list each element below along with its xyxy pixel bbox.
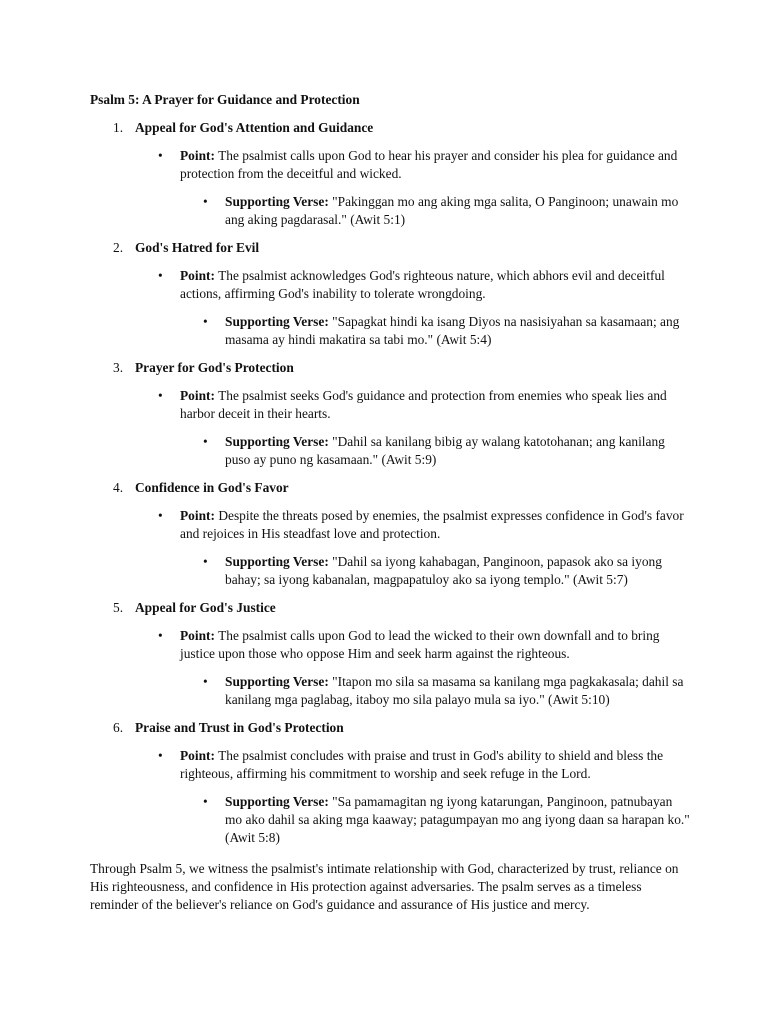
section-heading: Appeal for God's Attention and Guidance	[135, 120, 374, 135]
section-heading: Prayer for God's Protection	[135, 360, 294, 375]
conclusion-paragraph: Through Psalm 5, we witness the psalmist's intimate relationship with God, characterized by trust, reliance on His righteousness, and confidence in His protection against adversaries. The psalm serves as a timeless reminder of the believer's reliance on God's guidance and assurance of His justice and mercy.	[90, 861, 679, 912]
supporting-verse-item	[180, 433, 690, 469]
point-item	[135, 387, 690, 469]
outline-section	[90, 599, 690, 709]
section-number: 3.	[113, 360, 124, 375]
point-label: Point:	[180, 268, 215, 283]
outline-section	[90, 359, 690, 469]
bullet-icon	[203, 793, 208, 811]
document-page	[90, 91, 690, 914]
verse-label: Supporting Verse:	[225, 434, 329, 449]
supporting-verse-item	[180, 793, 690, 847]
section-number: 1.	[113, 120, 124, 135]
outline-section	[90, 719, 690, 847]
bullet-icon	[158, 147, 163, 165]
verse-label: Supporting Verse:	[225, 194, 329, 209]
point-label: Point:	[180, 508, 215, 523]
verse-label: Supporting Verse:	[225, 674, 329, 689]
supporting-verse-item	[180, 673, 690, 709]
point-text: The psalmist calls upon God to lead the wicked to their own downfall and to bring justice upon those who oppose Him and seek harm against the righteous.	[180, 628, 660, 661]
verse-text: "Dahil sa iyong kahabagan, Panginoon, papasok ako sa iyong bahay; sa iyong kabanalan, magpapatuloy ako sa iyong templo." (Awit 5:7)	[225, 554, 662, 587]
point-label: Point:	[180, 388, 215, 403]
bullet-icon	[203, 193, 208, 211]
bullet-icon	[158, 387, 163, 405]
point-text: The psalmist seeks God's guidance and protection from enemies who speak lies and harbor deceit in their hearts.	[180, 388, 667, 421]
verse-text: "Sapagkat hindi ka isang Diyos na nasisiyahan sa kasamaan; ang masama ay hindi makatira sa tabi mo." (Awit 5:4)	[225, 314, 680, 347]
point-label: Point:	[180, 148, 215, 163]
verse-label: Supporting Verse:	[225, 314, 329, 329]
verse-label: Supporting Verse:	[225, 794, 329, 809]
point-item	[135, 627, 690, 709]
point-label: Point:	[180, 628, 215, 643]
bullet-icon	[203, 673, 208, 691]
point-item	[135, 267, 690, 349]
verse-text: "Pakinggan mo ang aking mga salita, O Panginoon; unawain mo ang aking pagdarasal." (Awit 5:1)	[225, 194, 679, 227]
bullet-icon	[158, 507, 163, 525]
section-number: 4.	[113, 480, 124, 495]
outline-section	[90, 119, 690, 229]
section-number: 2.	[113, 240, 124, 255]
point-label: Point:	[180, 748, 215, 763]
bullet-icon	[158, 747, 163, 765]
section-heading: Praise and Trust in God's Protection	[135, 720, 344, 735]
verse-text: "Dahil sa kanilang bibig ay walang katotohanan; ang kanilang puso ay puno ng kasamaan." (Awit 5:9)	[225, 434, 665, 467]
point-text: The psalmist concludes with praise and trust in God's ability to shield and bless the righteous, affirming his commitment to worship and seek refuge in the Lord.	[180, 748, 664, 781]
supporting-verse-item	[180, 553, 690, 589]
bullet-icon	[158, 627, 163, 645]
page-title: Psalm 5: A Prayer for Guidance and Protection	[90, 92, 360, 107]
point-text: The psalmist acknowledges God's righteous nature, which abhors evil and deceitful actions, affirming God's inability to tolerate wrongdoing.	[180, 268, 665, 301]
section-heading: God's Hatred for Evil	[135, 240, 260, 255]
supporting-verse-item	[180, 193, 690, 229]
section-number: 5.	[113, 600, 124, 615]
outline-section	[90, 239, 690, 349]
point-text: Despite the threats posed by enemies, the psalmist expresses confidence in God's favor and rejoices in His steadfast love and protection.	[180, 508, 684, 541]
bullet-icon	[158, 267, 163, 285]
point-item	[135, 147, 690, 229]
bullet-icon	[203, 433, 208, 451]
section-number: 6.	[113, 720, 124, 735]
verse-label: Supporting Verse:	[225, 554, 329, 569]
supporting-verse-item	[180, 313, 690, 349]
bullet-icon	[203, 313, 208, 331]
outline-section	[90, 479, 690, 589]
bullet-icon	[203, 553, 208, 571]
section-heading: Appeal for God's Justice	[135, 600, 276, 615]
verse-text: "Sa pamamagitan ng iyong katarungan, Panginoon, patnubayan mo ako dahil sa aking mga kaaway; patagumpayan mo ang iyong daan sa harapan ko." (Awit 5:8)	[225, 794, 690, 845]
point-item	[135, 747, 690, 847]
point-text: The psalmist calls upon God to hear his prayer and consider his plea for guidance and protection from the deceitful and wicked.	[180, 148, 678, 181]
verse-text: "Itapon mo sila sa masama sa kanilang mga pagkakasala; dahil sa kanilang mga paglabag, itaboy mo sila palayo mula sa iyo." (Awit 5:10)	[225, 674, 684, 707]
outline-list	[90, 119, 690, 847]
section-heading: Confidence in God's Favor	[135, 480, 289, 495]
point-item	[135, 507, 690, 589]
